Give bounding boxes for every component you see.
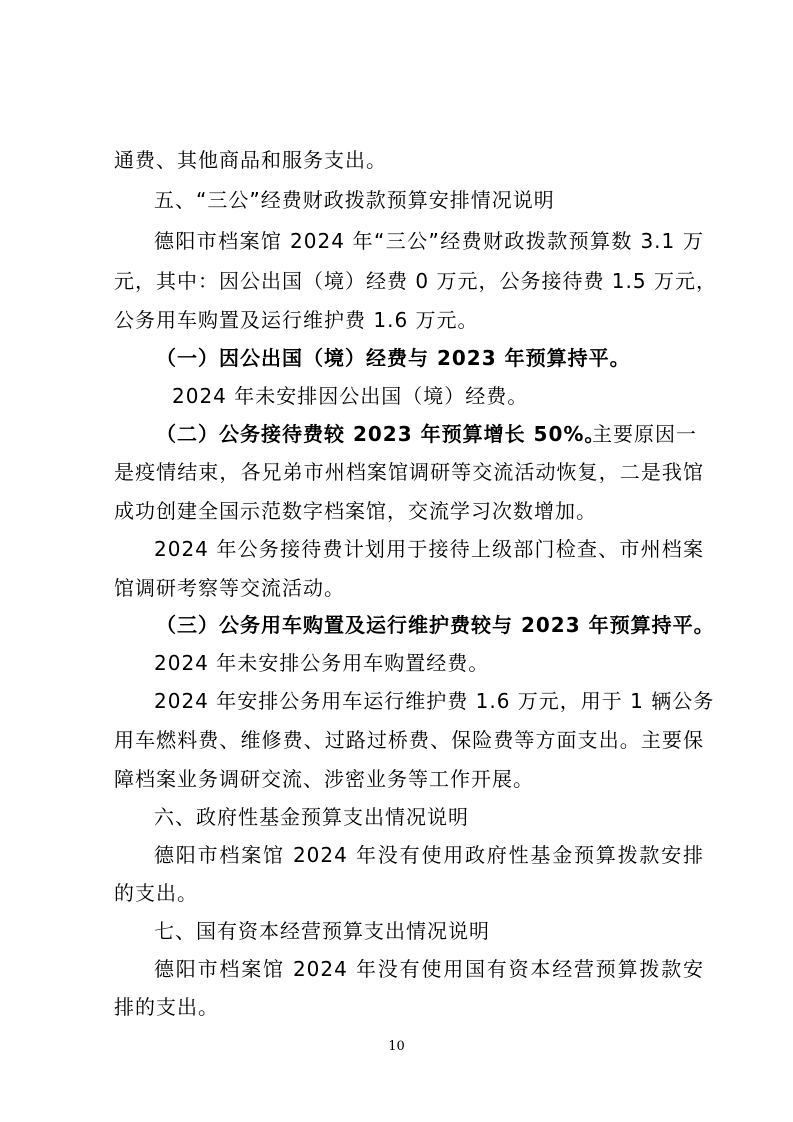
paragraph-line: 的支出。 <box>114 881 198 905</box>
paragraph-line: 2024 年公务接待费计划用于接待上级部门检查、市州档案 <box>154 537 704 561</box>
paragraph-line: 用车燃料费、维修费、过路过桥费、保险费等方面支出。主要保 <box>114 728 704 752</box>
section-heading-6: 六、政府性基金预算支出情况说明 <box>154 805 469 829</box>
paragraph-line: 公务用车购置及运行维护费 1.6 万元。 <box>114 308 479 332</box>
subheading-3: （三）公务用车购置及运行维护费较与 2023 年预算持平。 <box>156 613 715 637</box>
paragraph-line: 排的支出。 <box>114 995 219 1019</box>
paragraph-line: 通费、其他商品和服务支出。 <box>114 148 387 172</box>
paragraph-line: 德阳市档案馆 2024 年“三公”经费财政拨款预算数 3.1 万 <box>154 229 704 253</box>
paragraph-line: 主要原因一 <box>592 422 697 446</box>
paragraph-line: 德阳市档案馆 2024 年没有使用政府性基金预算拨款安排 <box>154 843 704 867</box>
subheading-1: （一）因公出国（境）经费与 2023 年预算持平。 <box>156 346 631 370</box>
paragraph-line: 是疫情结束，各兄弟市州档案馆调研等交流活动恢复，二是我馆 <box>114 460 704 484</box>
paragraph-line: 馆调研考察等交流活动。 <box>114 576 345 600</box>
page-number: 10 <box>388 1039 405 1054</box>
subheading-2: （二）公务接待费较 2023 年预算增长 50%。 <box>156 422 606 446</box>
paragraph-line: 元，其中：因公出国（境）经费 0 万元，公务接待费 1.5 万元， <box>114 269 717 293</box>
paragraph-line: 德阳市档案馆 2024 年没有使用国有资本经营预算拨款安 <box>154 957 704 981</box>
section-heading-5: 五、“三公”经费财政拨款预算安排情况说明 <box>154 188 555 212</box>
paragraph-line: 2024 年未安排公务用车购置经费。 <box>154 651 490 675</box>
paragraph-line: 障档案业务调研交流、涉密业务等工作开展。 <box>114 767 534 791</box>
section-heading-7: 七、国有资本经营预算支出情况说明 <box>154 919 490 943</box>
paragraph-line: 成功创建全国示范数字档案馆，交流学习次数增加。 <box>114 499 597 523</box>
paragraph-line: 2024 年未安排因公出国（境）经费。 <box>172 384 529 408</box>
paragraph-line: 2024 年安排公务用车运行维护费 1.6 万元，用于 1 辆公务 <box>154 689 715 713</box>
